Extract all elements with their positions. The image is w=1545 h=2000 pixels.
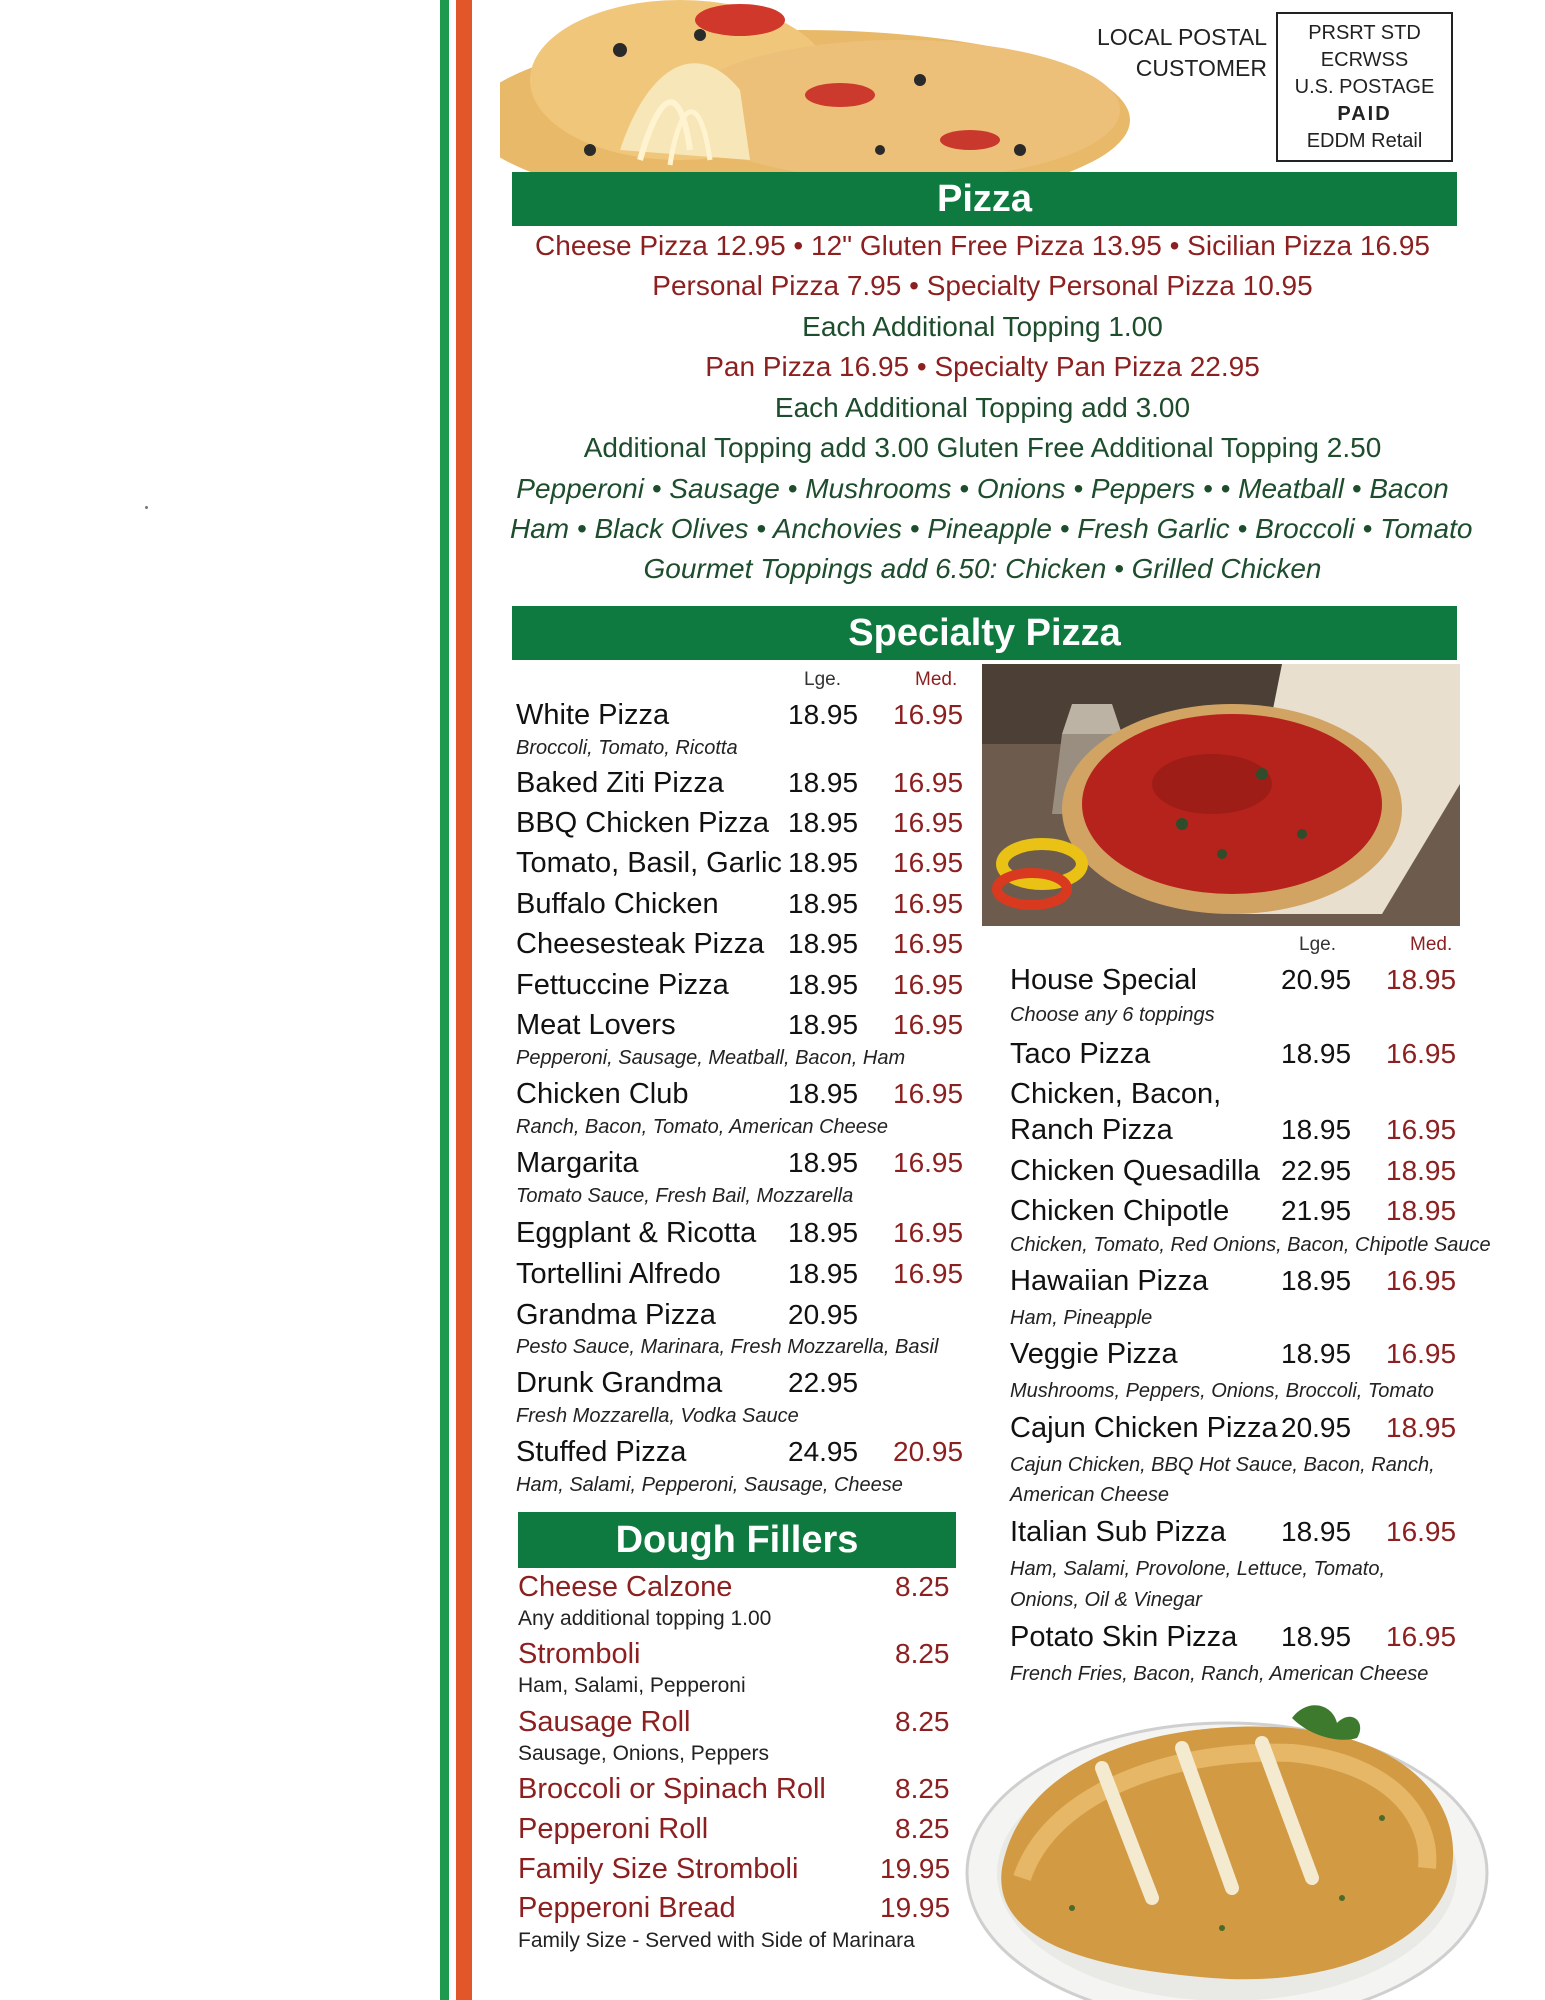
specialty-item-desc: French Fries, Bacon, Ranch, American Cheese [1010, 1663, 1429, 1685]
specialty-item-name: Meat Lovers [516, 1009, 676, 1041]
specialty-item-lge: 18.95 [1281, 1516, 1352, 1547]
specialty-item-lge: 18.95 [788, 969, 859, 1000]
specialty-item-lge: 18.95 [788, 847, 859, 878]
specialty-item-med: 16.95 [893, 928, 964, 959]
dough-item-price: 8.25 [895, 1571, 950, 1602]
specialty-item-lge: 18.95 [788, 1147, 859, 1178]
specialty-item-name: Veggie Pizza [1010, 1338, 1178, 1370]
dough-item-price: 8.25 [895, 1638, 950, 1669]
dough-item-price: 19.95 [880, 1853, 951, 1884]
specialty-item-med: 16.95 [1386, 1114, 1457, 1145]
specialty-item-med: 16.95 [893, 807, 964, 838]
specialty-item-med: 18.95 [1386, 1412, 1457, 1443]
specialty-item-med: 16.95 [1386, 1338, 1457, 1369]
specialty-item-name: Potato Skin Pizza [1010, 1621, 1238, 1653]
specialty-item-name: Drunk Grandma [516, 1367, 723, 1399]
specialty-item-name: Taco Pizza [1010, 1038, 1151, 1070]
dough-item-desc: Family Size - Served with Side of Marinara [518, 1929, 915, 1952]
specialty-item-med: 16.95 [1386, 1265, 1457, 1296]
specialty-item-name: House Special [1010, 964, 1197, 996]
specialty-item-name: Margarita [516, 1147, 639, 1179]
specialty-item-med: 20.95 [893, 1436, 964, 1467]
specialty-item-lge: 18.95 [1281, 1038, 1352, 1069]
specialty-item-desc: Pesto Sauce, Marinara, Fresh Mozzarella, Basil [516, 1336, 939, 1358]
specialty-item-name: White Pizza [516, 699, 670, 731]
specialty-item-lge: 24.95 [788, 1436, 859, 1467]
specialty-item-name: Tortellini Alfredo [516, 1258, 721, 1290]
specialty-item-lge: 18.95 [1281, 1338, 1352, 1369]
dough-item-price: 8.25 [895, 1773, 950, 1804]
specialty-item-name: Chicken, Bacon, [1010, 1078, 1222, 1110]
specialty-item-desc: Ranch, Bacon, Tomato, American Cheese [516, 1116, 889, 1138]
specialty-pizza-photo [982, 664, 1460, 926]
specialty-item-name-2: Ranch Pizza [1010, 1114, 1173, 1146]
specialty-item-name: Cajun Chicken Pizza [1010, 1412, 1278, 1444]
stamp-paid: PAID [1337, 103, 1392, 125]
specialty-item-desc: Pepperoni, Sausage, Meatball, Bacon, Ham [516, 1047, 906, 1069]
specialty-item-med: 16.95 [893, 1009, 964, 1040]
pizza-line-2: Personal Pizza 7.95 • Specialty Personal Pizza 10.95 [652, 270, 1313, 301]
specialty-item-lge: 21.95 [1281, 1195, 1352, 1226]
specialty-item-lge: 18.95 [788, 699, 859, 730]
col-header-med-left: Med. [915, 669, 958, 690]
specialty-item-lge: 18.95 [788, 1009, 859, 1040]
specialty-item-med: 16.95 [893, 699, 964, 730]
specialty-item-name: Grandma Pizza [516, 1299, 716, 1331]
specialty-item-med: 16.95 [893, 1147, 964, 1178]
specialty-item-name: Stuffed Pizza [516, 1436, 687, 1468]
specialty-item-lge: 18.95 [1281, 1114, 1352, 1145]
specialty-item-name: Hawaiian Pizza [1010, 1265, 1209, 1297]
dough-item-desc: Any additional topping 1.00 [518, 1607, 772, 1630]
pizza-line-8: Ham • Black Olives • Anchovies • Pineapple • Fresh Garlic • Broccoli • Tomato [510, 513, 1473, 544]
specialty-item-name: Baked Ziti Pizza [516, 767, 724, 799]
specialty-item-lge: 18.95 [788, 1078, 859, 1109]
specialty-item-lge: 18.95 [788, 1217, 859, 1248]
specialty-item-med: 18.95 [1386, 964, 1457, 995]
specialty-item-desc: Cajun Chicken, BBQ Hot Sauce, Bacon, Ranch, [1010, 1454, 1435, 1476]
specialty-item-name: Chicken Chipotle [1010, 1195, 1230, 1227]
specialty-item-desc: Fresh Mozzarella, Vodka Sauce [516, 1405, 799, 1427]
specialty-item-lge: 18.95 [788, 767, 859, 798]
dough-item-desc: Ham, Salami, Pepperoni [518, 1674, 746, 1697]
pizza-line-3: Each Additional Topping 1.00 [802, 311, 1163, 342]
printer-credit: enrique's printing & signs • 973-030-0409 [470, 1673, 486, 1950]
specialty-item-lge: 22.95 [1281, 1155, 1352, 1186]
dough-item-name: Cheese Calzone [518, 1571, 733, 1603]
stamp-line: PRSRT STD [1308, 22, 1421, 44]
specialty-item-lge: 18.95 [788, 1258, 859, 1289]
dough-item-name: Sausage Roll [518, 1706, 691, 1738]
calzone-photo [962, 1698, 1492, 2000]
specialty-item-name: Chicken Quesadilla [1010, 1155, 1260, 1187]
dough-item-name: Stromboli [518, 1638, 641, 1670]
stamp-line: EDDM Retail [1306, 130, 1423, 152]
specialty-item-lge: 18.95 [788, 888, 859, 919]
specialty-item-name: Cheesesteak Pizza [516, 928, 765, 960]
specialty-item-med: 18.95 [1386, 1195, 1457, 1226]
postal-customer [1097, 22, 1267, 84]
pizza-line-9: Gourmet Toppings add 6.50: Chicken • Grilled Chicken [643, 553, 1322, 584]
specialty-item-desc: Ham, Salami, Provolone, Lettuce, Tomato, [1010, 1558, 1385, 1580]
specialty-banner: Specialty Pizza [512, 606, 1457, 660]
specialty-item-name: Tomato, Basil, Garlic [516, 847, 782, 879]
dough-item-price: 8.25 [895, 1813, 950, 1844]
pizza-banner: Pizza [512, 172, 1457, 226]
specialty-item-med: 16.95 [893, 888, 964, 919]
specialty-item-med: 16.95 [893, 1258, 964, 1289]
postage-stamp [1276, 12, 1453, 162]
specialty-item-desc: Mushrooms, Peppers, Onions, Broccoli, Tomato [1010, 1380, 1434, 1402]
postal-line: CUSTOMER [1135, 55, 1267, 81]
specialty-item-lge: 20.95 [1281, 1412, 1352, 1443]
col-header-lge-left: Lge. [804, 669, 841, 690]
specialty-item-med: 16.95 [893, 1078, 964, 1109]
specialty-item-desc: Ham, Pineapple [1010, 1307, 1153, 1329]
dough-fillers-banner: Dough Fillers [518, 1512, 956, 1568]
specialty-item-lge: 18.95 [788, 807, 859, 838]
col-header-lge-right: Lge. [1299, 934, 1336, 955]
specialty-item-lge: 20.95 [1281, 964, 1352, 995]
col-header-med-right: Med. [1410, 934, 1453, 955]
specialty-item-name: Eggplant & Ricotta [516, 1217, 757, 1249]
specialty-item-desc: Ham, Salami, Pepperoni, Sausage, Cheese [516, 1474, 903, 1496]
specialty-item-desc: Broccoli, Tomato, Ricotta [516, 737, 738, 759]
specialty-item-med: 16.95 [893, 969, 964, 1000]
specialty-item-med: 18.95 [1386, 1155, 1457, 1186]
specialty-item-desc-2: Onions, Oil & Vinegar [1010, 1589, 1202, 1611]
specialty-item-med: 16.95 [1386, 1516, 1457, 1547]
pizza-line-4: Pan Pizza 16.95 • Specialty Pan Pizza 22.95 [705, 351, 1260, 382]
dough-item-name: Pepperoni Bread [518, 1892, 736, 1924]
dough-item-name: Broccoli or Spinach Roll [518, 1773, 826, 1805]
dough-item-desc: Sausage, Onions, Peppers [518, 1742, 769, 1765]
cheese-pizza-photo [500, 0, 1180, 172]
specialty-item-desc-2: American Cheese [1010, 1484, 1169, 1506]
specialty-item-lge: 18.95 [1281, 1621, 1352, 1652]
specialty-item-med: 16.95 [1386, 1621, 1457, 1652]
specialty-item-name: Fettuccine Pizza [516, 969, 729, 1001]
specialty-item-desc: Chicken, Tomato, Red Onions, Bacon, Chipotle Sauce [1010, 1234, 1491, 1256]
specialty-item-med: 16.95 [893, 767, 964, 798]
pizza-line-7: Pepperoni • Sausage • Mushrooms • Onions • Peppers • • Meatball • Bacon [516, 473, 1449, 504]
pizza-line-5: Each Additional Topping add 3.00 [774, 392, 1191, 423]
specialty-item-name: Chicken Club [516, 1078, 689, 1110]
dough-item-name: Pepperoni Roll [518, 1813, 709, 1845]
specialty-item-desc: Tomato Sauce, Fresh Bail, Mozzarella [516, 1185, 854, 1207]
specialty-item-desc: Choose any 6 toppings [1010, 1004, 1215, 1026]
postal-line: LOCAL POSTAL [1096, 24, 1267, 50]
specialty-item-lge: 20.95 [788, 1299, 859, 1330]
dough-item-price: 19.95 [880, 1892, 951, 1923]
specialty-item-name: Buffalo Chicken [516, 888, 719, 920]
stray-dot [145, 506, 148, 509]
specialty-item-name: BBQ Chicken Pizza [516, 807, 770, 839]
pizza-line-1: Cheese Pizza 12.95 • 12" Gluten Free Pizza 13.95 • Sicilian Pizza 16.95 [535, 230, 1430, 261]
specialty-item-lge: 18.95 [788, 928, 859, 959]
specialty-item-med: 16.95 [1386, 1038, 1457, 1069]
dough-item-price: 8.25 [895, 1706, 950, 1737]
specialty-item-lge: 22.95 [788, 1367, 859, 1398]
dough-item-name: Family Size Stromboli [518, 1853, 799, 1885]
pizza-line-6: Additional Topping add 3.00 Gluten Free Additional Topping 2.50 [583, 432, 1382, 463]
specialty-item-name: Italian Sub Pizza [1010, 1516, 1227, 1548]
specialty-item-med: 16.95 [893, 1217, 964, 1248]
stamp-line: U.S. POSTAGE [1294, 76, 1435, 98]
specialty-item-med: 16.95 [893, 847, 964, 878]
specialty-item-lge: 18.95 [1281, 1265, 1352, 1296]
stamp-line: ECRWSS [1320, 49, 1409, 71]
